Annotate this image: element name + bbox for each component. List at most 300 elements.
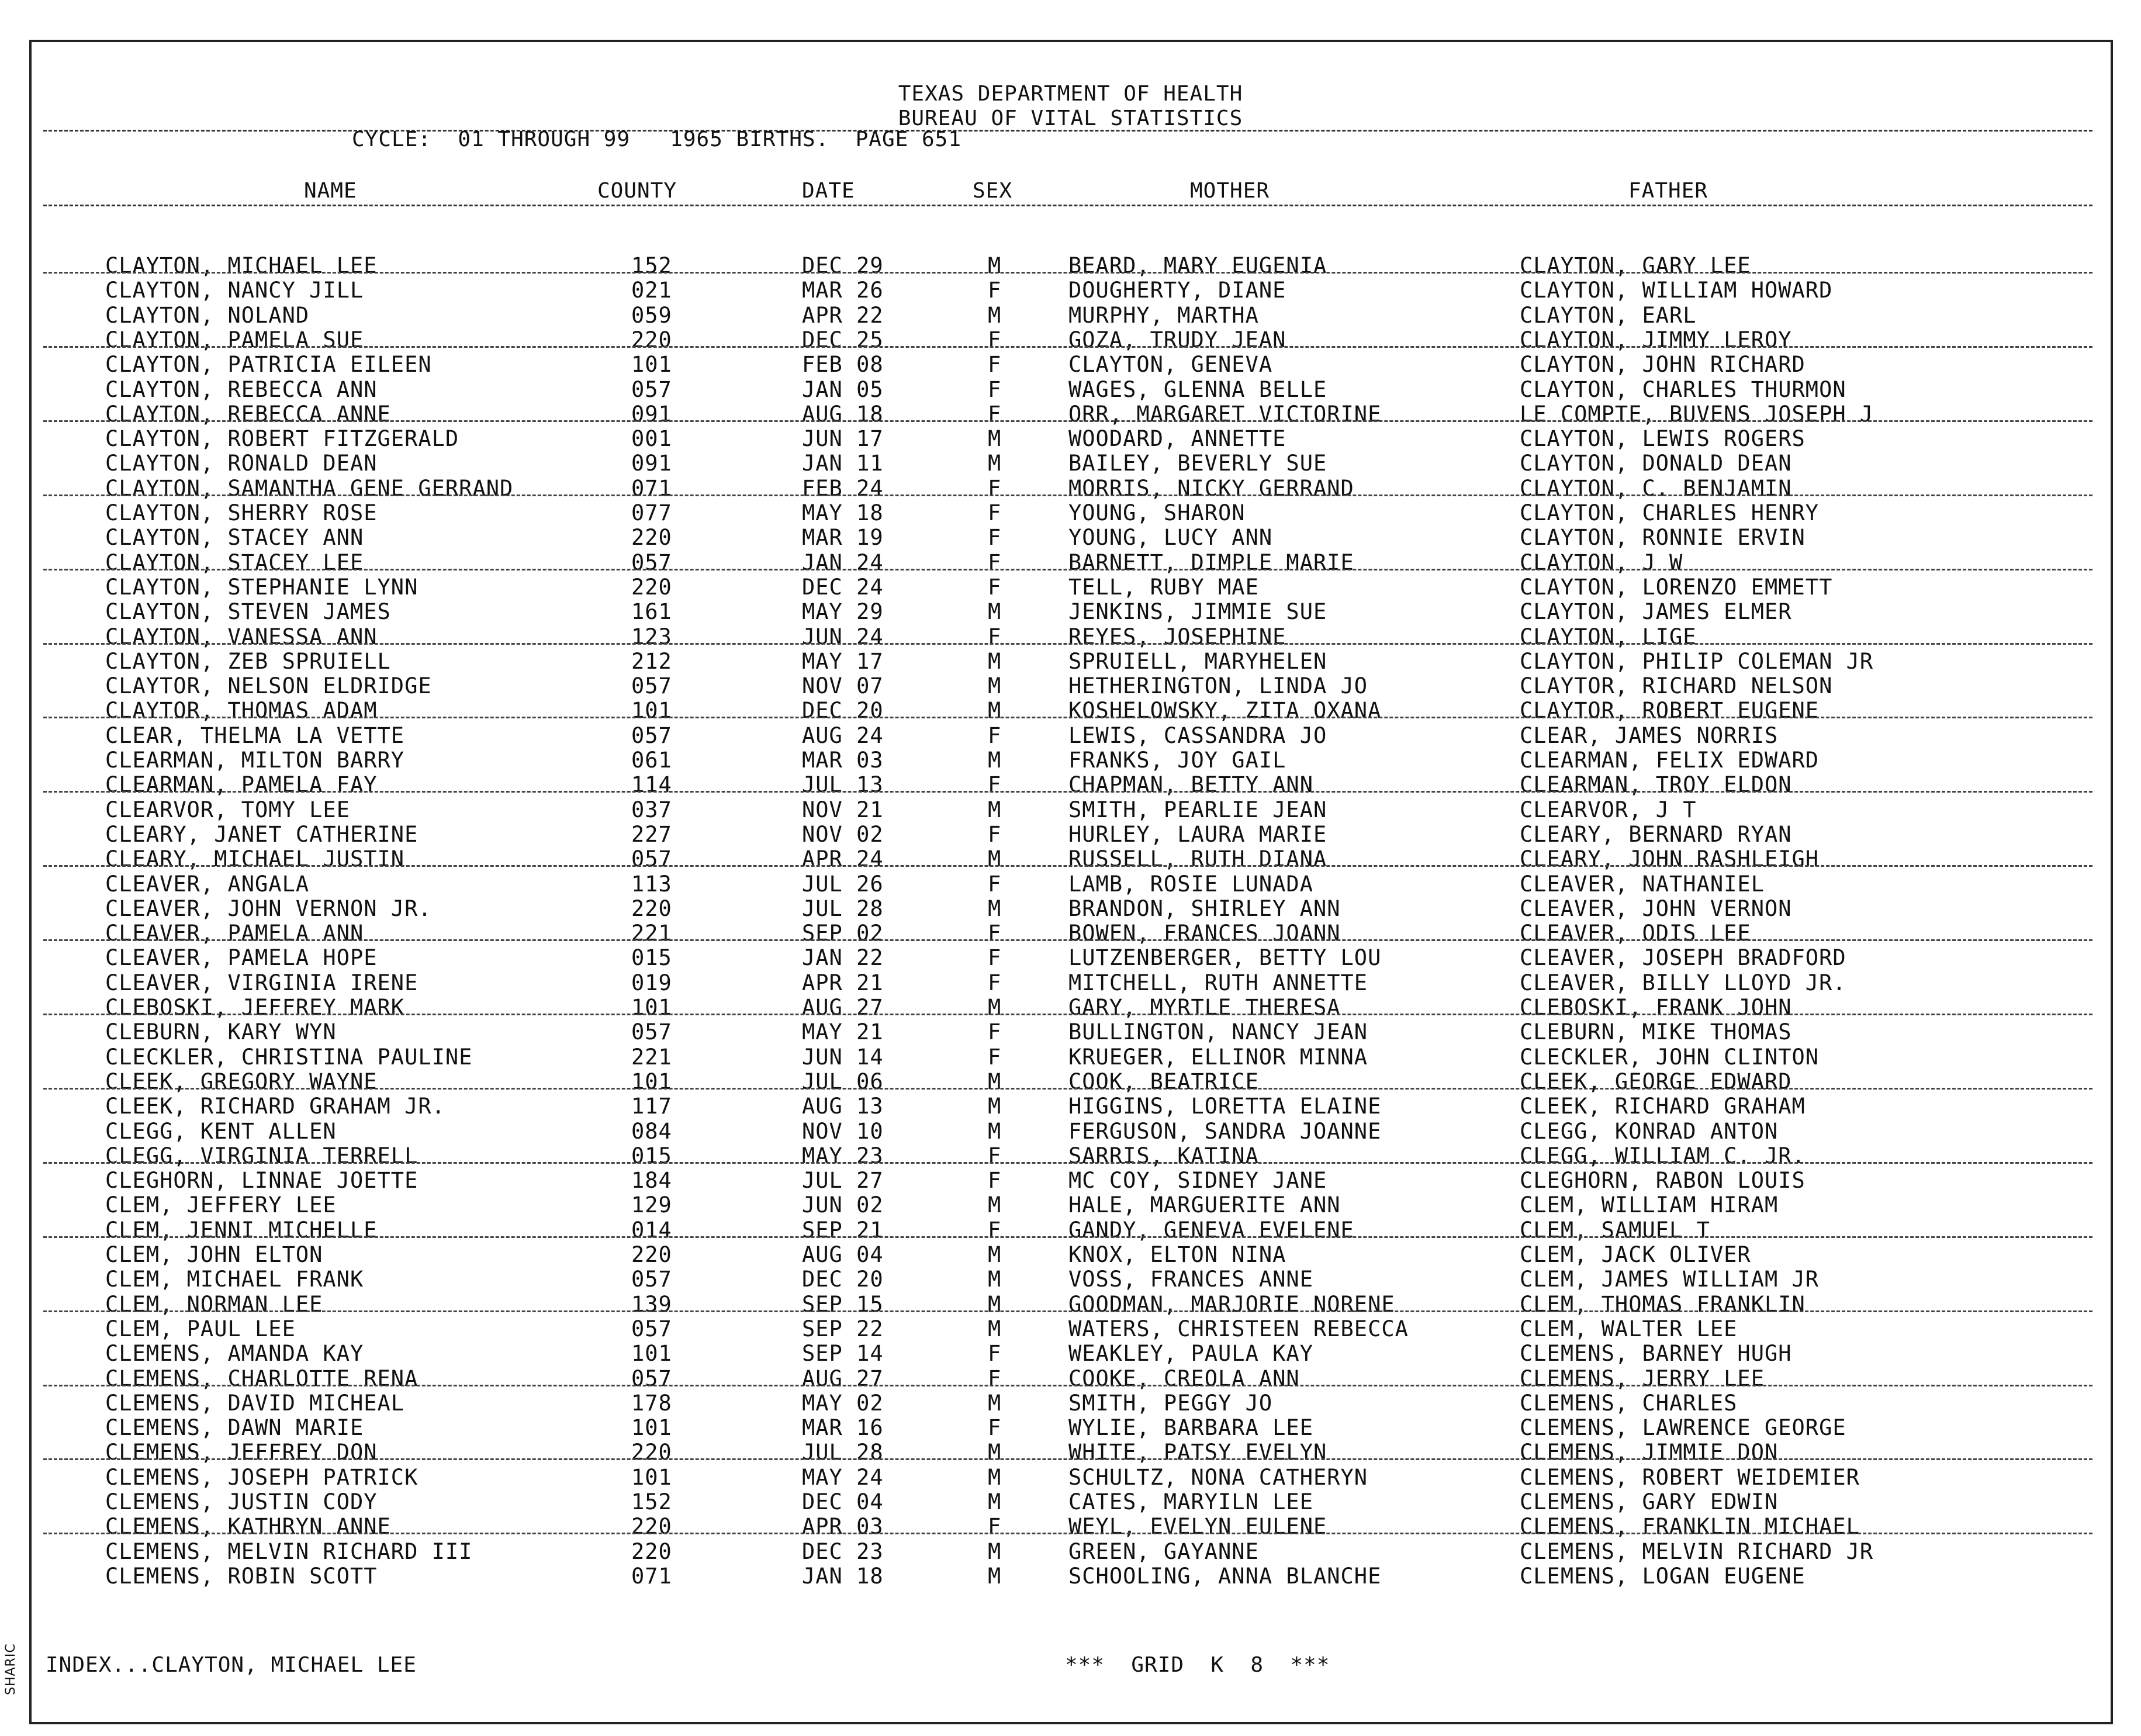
cell-name: CLAYTON, NOLAND [105,302,310,328]
cell-father: CLEARMAN, TROY ELDON [1520,772,1792,798]
cell-date: AUG 24 [802,722,884,748]
cell-father: CLAYTON, C. BENJAMIN [1520,475,1792,501]
cell-sex: F [988,475,1002,501]
cell-date: JUN 14 [802,1044,884,1070]
cell-mother: SCHOOLING, ANNA BLANCHE [1068,1563,1382,1589]
cell-father: CLEAVER, ODIS LEE [1520,921,1751,946]
cell-father: CLEGHORN, RABON LOUIS [1520,1168,1806,1194]
cell-name: CLEGHORN, LINNAE JOETTE [105,1168,418,1194]
cell-mother: KOSHELOWSKY, ZITA OXANA [1068,698,1382,724]
table-row [0,995,2141,1020]
cell-date: MAY 24 [802,1464,884,1490]
cell-father: CLAYTON, LIGE [1520,624,1697,649]
cell-father: CLAYTON, EARL [1520,302,1697,328]
table-row [0,303,2141,328]
cell-county: 077 [631,500,672,525]
cell-father: CLEAVER, NATHANIEL [1520,871,1765,897]
table-row [0,1540,2141,1564]
table-row [0,1391,2141,1416]
cell-father: CLAYTON, LEWIS ROGERS [1520,426,1806,452]
cell-name: CLEARMAN, PAMELA FAY [105,772,378,798]
cell-name: CLAYTON, REBECCA ANNE [105,401,391,427]
table-row [0,1465,2141,1490]
cell-sex: M [988,451,1002,476]
row-rule [43,1088,2092,1090]
cell-date: JUL 13 [802,772,884,798]
cell-county: 221 [631,921,672,946]
cell-county: 220 [631,1242,672,1267]
col-header-father: FATHER [1628,179,1708,203]
cell-date: MAR 03 [802,748,884,773]
cell-mother: MORRIS, NICKY GERRAND [1068,475,1354,501]
cell-mother: WHITE, PATSY EVELYN [1068,1440,1327,1465]
cell-county: 057 [631,1316,672,1341]
cell-sex: F [988,500,1002,525]
table-row [0,1144,2141,1168]
cell-county: 101 [631,698,672,724]
cell-father: CLEMENS, BARNEY HUGH [1520,1341,1792,1367]
cell-name: CLEBOSKI, JEFFREY MARK [105,995,405,1020]
cell-father: CLAYTON, WILLIAM HOWARD [1520,278,1833,303]
cell-sex: M [988,1390,1002,1416]
cell-county: 021 [631,278,672,303]
cell-date: MAR 19 [802,525,884,551]
cell-sex: F [988,352,1002,378]
table-row [0,1193,2141,1218]
cell-sex: M [988,599,1002,625]
table-row [0,1045,2141,1070]
cell-county: 057 [631,846,672,872]
cell-date: AUG 27 [802,1365,884,1391]
cell-sex: F [988,1217,1002,1243]
cell-sex: F [988,549,1002,575]
cell-name: CLEARY, JANET CATHERINE [105,821,418,847]
col-header-mother: MOTHER [1190,179,1270,203]
cell-father: CLAYTON, PHILIP COLEMAN JR [1520,648,1874,674]
cell-county: 220 [631,574,672,600]
cell-mother: HALE, MARGUERITE ANN [1068,1192,1341,1218]
table-row [0,1416,2141,1440]
cell-date: JUN 17 [802,426,884,452]
cell-sex: F [988,525,1002,551]
row-rule [43,1385,2092,1386]
cell-mother: CATES, MARYILN LEE [1068,1489,1313,1514]
cell-mother: GREEN, GAYANNE [1068,1538,1259,1564]
cell-date: APR 24 [802,846,884,872]
table-row [0,847,2141,872]
cell-mother: KRUEGER, ELLINOR MINNA [1068,1044,1368,1070]
cell-name: CLAYTON, SHERRY ROSE [105,500,378,525]
cell-mother: FERGUSON, SANDRA JOANNE [1068,1118,1382,1144]
cell-sex: M [988,1464,1002,1490]
cell-mother: LEWIS, CASSANDRA JO [1068,722,1327,748]
cell-date: AUG 04 [802,1242,884,1267]
cell-mother: HIGGINS, LORETTA ELAINE [1068,1094,1382,1119]
cell-mother: RUSSELL, RUTH DIANA [1068,846,1327,872]
cell-county: 152 [631,253,672,278]
cell-father: CLAYTON, DONALD DEAN [1520,451,1792,476]
cell-date: MAR 26 [802,278,884,303]
cell-date: MAR 16 [802,1415,884,1441]
cell-name: CLEMENS, JOSEPH PATRICK [105,1464,418,1490]
cell-name: CLAYTON, STACEY ANN [105,525,364,551]
table-row [0,427,2141,451]
cell-sex: F [988,1044,1002,1070]
cell-mother: WEAKLEY, PAULA KAY [1068,1341,1313,1367]
cell-county: 057 [631,549,672,575]
cell-name: CLEMENS, DAWN MARIE [105,1415,364,1441]
cell-date: JAN 05 [802,376,884,402]
grid-label: *** GRID K 8 *** [1065,1653,1330,1677]
cell-father: CLEEK, RICHARD GRAHAM [1520,1094,1806,1119]
cell-county: 061 [631,748,672,773]
cell-sex: M [988,995,1002,1020]
cell-county: 091 [631,401,672,427]
row-rule [43,494,2092,496]
cell-sex: M [988,1242,1002,1267]
cell-county: 015 [631,945,672,971]
cell-county: 057 [631,376,672,402]
row-rule [43,346,2092,348]
cell-name: CLEAVER, VIRGINIA IRENE [105,970,418,995]
cell-father: CLEGG, KONRAD ANTON [1520,1118,1779,1144]
cell-father: CLAYTON, J W [1520,549,1683,575]
cell-sex: M [988,895,1002,921]
cell-date: SEP 21 [802,1217,884,1243]
cell-county: 101 [631,1068,672,1094]
cell-sex: F [988,1365,1002,1391]
table-row [0,946,2141,970]
cell-mother: SPRUIELL, MARYHELEN [1068,648,1327,674]
header-rule [43,130,2092,132]
column-header-rule [43,205,2092,206]
cell-date: AUG 13 [802,1094,884,1119]
col-header-date: DATE [802,179,855,203]
cell-mother: MURPHY, MARTHA [1068,302,1259,328]
cell-mother: MC COY, SIDNEY JANE [1068,1168,1327,1194]
cell-sex: M [988,1068,1002,1094]
cell-sex: F [988,574,1002,600]
table-row [0,551,2141,575]
cell-sex: M [988,1440,1002,1465]
cell-county: 184 [631,1168,672,1194]
cell-date: NOV 10 [802,1118,884,1144]
table-row [0,921,2141,946]
cell-sex: F [988,1143,1002,1168]
table-row [0,1367,2141,1391]
cell-sex: F [988,1168,1002,1194]
table-row [0,1490,2141,1514]
cell-date: DEC 23 [802,1538,884,1564]
table-row [0,1020,2141,1045]
cell-county: 057 [631,722,672,748]
cell-date: APR 21 [802,970,884,995]
cell-name: CLECKLER, CHRISTINA PAULINE [105,1044,473,1070]
cell-name: CLAYTON, NANCY JILL [105,278,364,303]
row-rule [43,1310,2092,1312]
cell-mother: SARRIS, KATINA [1068,1143,1259,1168]
table-row [0,278,2141,303]
cell-county: 059 [631,302,672,328]
cell-name: CLAYTON, PAMELA SUE [105,327,364,352]
cell-county: 220 [631,895,672,921]
table-row [0,1440,2141,1465]
cell-name: CLEBURN, KARY WYN [105,1019,337,1045]
table-row [0,1514,2141,1539]
cell-county: 129 [631,1192,672,1218]
cell-name: CLAYTON, SAMANTHA GENE GERRAND [105,475,514,501]
cell-father: CLEMENS, LAWRENCE GEORGE [1520,1415,1846,1441]
cell-date: MAY 02 [802,1390,884,1416]
table-row [0,872,2141,897]
cell-sex: M [988,673,1002,699]
cell-sex: M [988,1118,1002,1144]
cell-name: CLEAVER, JOHN VERNON JR. [105,895,432,921]
cell-name: CLEAVER, PAMELA HOPE [105,945,378,971]
cell-father: CLAYTOR, ROBERT EUGENE [1520,698,1820,724]
table-row [0,254,2141,278]
cell-sex: M [988,846,1002,872]
cell-name: CLEMENS, AMANDA KAY [105,1341,364,1367]
cell-mother: HURLEY, LAURA MARIE [1068,821,1327,847]
cell-county: 101 [631,1415,672,1441]
cell-sex: M [988,748,1002,773]
cell-father: CLEM, JAMES WILLIAM JR [1520,1267,1820,1292]
cell-county: 161 [631,599,672,625]
cell-date: MAY 29 [802,599,884,625]
cell-mother: ORR, MARGARET VICTORINE [1068,401,1382,427]
cell-father: CLEMENS, CHARLES [1520,1390,1738,1416]
cell-mother: TELL, RUBY MAE [1068,574,1259,600]
cell-mother: JENKINS, JIMMIE SUE [1068,599,1327,625]
cell-father: CLAYTON, JAMES ELMER [1520,599,1792,625]
cell-county: 019 [631,970,672,995]
cell-name: CLEMENS, KATHRYN ANNE [105,1514,391,1540]
table-row [0,649,2141,674]
row-rule [43,1458,2092,1460]
cell-sex: M [988,648,1002,674]
cell-county: 220 [631,1514,672,1540]
cell-county: 139 [631,1291,672,1317]
cell-date: NOV 02 [802,821,884,847]
cell-name: CLEARY, MICHAEL JUSTIN [105,846,405,872]
cell-name: CLAYTON, ZEB SPRUIELL [105,648,391,674]
cell-father: CLEEK, GEORGE EDWARD [1520,1068,1792,1094]
cell-mother: BRANDON, SHIRLEY ANN [1068,895,1341,921]
cell-mother: CLAYTON, GENEVA [1068,352,1273,378]
table-row [0,698,2141,723]
row-rule [43,939,2092,941]
table-row [0,897,2141,921]
cell-county: 071 [631,475,672,501]
cell-name: CLEEK, RICHARD GRAHAM JR. [105,1094,445,1119]
cell-date: SEP 22 [802,1316,884,1341]
table-row [0,1070,2141,1094]
table-row [0,674,2141,698]
row-rule [43,1236,2092,1238]
cell-name: CLAYTON, STACEY LEE [105,549,364,575]
cell-father: CLEBOSKI, FRANK JOHN [1520,995,1792,1020]
cell-father: CLEGG, WILLIAM C. JR. [1520,1143,1806,1168]
cell-date: JUL 28 [802,895,884,921]
cell-name: CLAYTON, MICHAEL LEE [105,253,378,278]
cell-sex: M [988,1267,1002,1292]
cell-mother: GARY, MYRTLE THERESA [1068,995,1341,1020]
cell-father: CLEMENS, ROBERT WEIDEMIER [1520,1464,1860,1490]
cell-county: 101 [631,1464,672,1490]
cell-date: DEC 20 [802,698,884,724]
cell-name: CLAYTON, VANESSA ANN [105,624,378,649]
cell-mother: FRANKS, JOY GAIL [1068,748,1286,773]
cell-county: 101 [631,1341,672,1367]
table-row [0,1341,2141,1366]
row-rule [43,717,2092,718]
cell-mother: DOUGHERTY, DIANE [1068,278,1286,303]
cell-name: CLEM, NORMAN LEE [105,1291,323,1317]
cell-father: CLECKLER, JOHN CLINTON [1520,1044,1820,1070]
cell-name: CLEAVER, PAMELA ANN [105,921,364,946]
cell-mother: BAILEY, BEVERLY SUE [1068,451,1327,476]
cell-father: CLEM, JACK OLIVER [1520,1242,1751,1267]
cell-date: APR 22 [802,302,884,328]
cell-name: CLEMENS, MELVIN RICHARD III [105,1538,473,1564]
table-row [0,1243,2141,1267]
cell-father: CLEBURN, MIKE THOMAS [1520,1019,1792,1045]
cell-date: SEP 14 [802,1341,884,1367]
cell-name: CLEGG, VIRGINIA TERRELL [105,1143,418,1168]
cell-date: JAN 11 [802,451,884,476]
table-row [0,724,2141,748]
cell-date: DEC 29 [802,253,884,278]
cell-father: CLEM, WILLIAM HIRAM [1520,1192,1779,1218]
cell-mother: REYES, JOSEPHINE [1068,624,1286,649]
cell-mother: SMITH, PEARLIE JEAN [1068,797,1327,822]
cell-sex: F [988,1514,1002,1540]
cell-sex: F [988,772,1002,798]
row-rule [43,791,2092,793]
cell-sex: M [988,1291,1002,1317]
cell-mother: YOUNG, SHARON [1068,500,1246,525]
table-row [0,525,2141,550]
cell-mother: GOODMAN, MARJORIE NORENE [1068,1291,1395,1317]
cell-county: 057 [631,673,672,699]
table-row [0,1564,2141,1589]
cell-date: MAY 21 [802,1019,884,1045]
header-bureau: BUREAU OF VITAL STATISTICS [898,106,1243,130]
cell-name: CLAYTON, REBECCA ANN [105,376,378,402]
cell-mother: SCHULTZ, NONA CATHERYN [1068,1464,1368,1490]
cell-date: SEP 15 [802,1291,884,1317]
table-row [0,352,2141,377]
row-rule [43,865,2092,867]
cell-county: 220 [631,1440,672,1465]
cell-name: CLAYTOR, NELSON ELDRIDGE [105,673,432,699]
cell-county: 057 [631,1267,672,1292]
cell-date: DEC 24 [802,574,884,600]
table-row [0,1119,2141,1144]
cell-father: CLEAVER, JOSEPH BRADFORD [1520,945,1846,971]
table-row [0,402,2141,427]
cell-mother: WOODARD, ANNETTE [1068,426,1286,452]
cell-father: CLEAVER, JOHN VERNON [1520,895,1792,921]
cell-date: JAN 22 [802,945,884,971]
cell-father: CLAYTON, JOHN RICHARD [1520,352,1806,378]
cell-date: JAN 24 [802,549,884,575]
cell-sex: M [988,1192,1002,1218]
cell-county: 071 [631,1563,672,1589]
cell-county: 101 [631,995,672,1020]
cycle-line: CYCLE: 01 THROUGH 99 1965 BIRTHS. PAGE 651 [352,127,961,151]
table-row [0,625,2141,649]
cell-father: CLAYTOR, RICHARD NELSON [1520,673,1833,699]
cell-sex: F [988,1019,1002,1045]
cell-date: NOV 07 [802,673,884,699]
cell-father: CLEARY, JOHN RASHLEIGH [1520,846,1820,872]
cell-name: CLEM, JEFFERY LEE [105,1192,337,1218]
cell-name: CLEMENS, JEFFREY DON [105,1440,378,1465]
table-row [0,798,2141,822]
cell-name: CLAYTON, RONALD DEAN [105,451,378,476]
cell-father: CLAYTON, LORENZO EMMETT [1520,574,1833,600]
cell-sex: M [988,1094,1002,1119]
cell-father: CLEMENS, MELVIN RICHARD JR [1520,1538,1874,1564]
cell-county: 117 [631,1094,672,1119]
cell-father: CLEMENS, JIMMIE DON [1520,1440,1779,1465]
cell-sex: F [988,921,1002,946]
cell-sex: F [988,278,1002,303]
cell-name: CLEM, MICHAEL FRANK [105,1267,364,1292]
cell-father: CLAYTON, GARY LEE [1520,253,1751,278]
cell-mother: WAGES, GLENNA BELLE [1068,376,1327,402]
cell-date: JAN 18 [802,1563,884,1589]
cell-county: 178 [631,1390,672,1416]
cell-father: CLEAR, JAMES NORRIS [1520,722,1779,748]
cell-date: AUG 18 [802,401,884,427]
cell-date: AUG 27 [802,995,884,1020]
cell-mother: VOSS, FRANCES ANNE [1068,1267,1313,1292]
table-row [0,1168,2141,1193]
col-header-county: COUNTY [597,179,677,203]
cell-mother: COOKE, CREOLA ANN [1068,1365,1300,1391]
cell-date: NOV 21 [802,797,884,822]
cell-sex: F [988,376,1002,402]
cell-father: CLEM, WALTER LEE [1520,1316,1738,1341]
cell-name: CLAYTOR, THOMAS ADAM [105,698,378,724]
cell-sex: M [988,426,1002,452]
cell-county: 123 [631,624,672,649]
cell-date: SEP 02 [802,921,884,946]
cell-sex: F [988,821,1002,847]
cell-sex: F [988,722,1002,748]
row-rule [43,1162,2092,1164]
cell-county: 001 [631,426,672,452]
cell-sex: M [988,302,1002,328]
table-row [0,1267,2141,1292]
cell-mother: LAMB, ROSIE LUNADA [1068,871,1313,897]
cell-date: DEC 25 [802,327,884,352]
cell-date: MAY 23 [802,1143,884,1168]
row-rule [43,1014,2092,1015]
cell-father: CLAYTON, CHARLES HENRY [1520,500,1820,525]
cell-father: CLEMENS, LOGAN EUGENE [1520,1563,1806,1589]
table-row [0,575,2141,600]
cell-county: 114 [631,772,672,798]
row-rule [43,420,2092,422]
cell-sex: F [988,401,1002,427]
cell-mother: KNOX, ELTON NINA [1068,1242,1286,1267]
cell-father: CLEMENS, GARY EDWIN [1520,1489,1779,1514]
row-rule [43,643,2092,645]
